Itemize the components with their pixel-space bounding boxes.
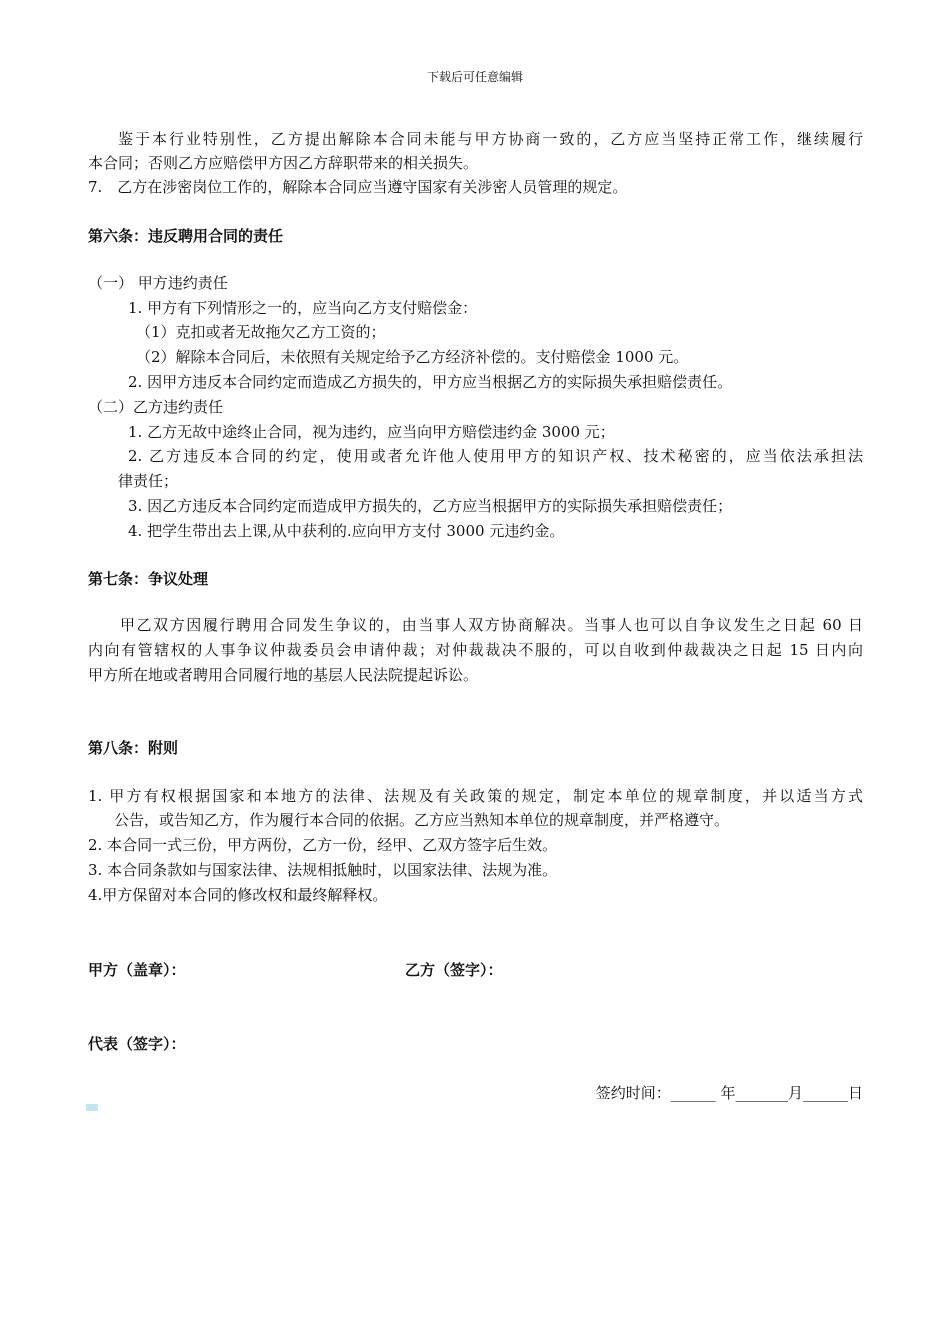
- party-a-seal-label: 甲方（盖章）：: [88, 961, 186, 979]
- article-7-line-3: 甲方所在地或者聘用合同履行地的基层人民法院提起诉讼。: [88, 666, 479, 684]
- article-8-item-1-line-1: 1. 甲方有权根据国家和本地方的法律、法规及有关政策的规定，制定本单位的规章制度，并以适当方式: [88, 787, 863, 805]
- article-6-s2-item-2-line-2: 律责任；: [118, 472, 179, 490]
- intro-paragraph-line-2: 本合同；否则乙方应赔偿甲方因乙方辞职带来的相关损失。: [88, 154, 479, 172]
- signing-date-line: 签约时间：______ 年_______月______日: [595, 1084, 863, 1102]
- article-7-line-1: 甲乙双方因履行聘用合同发生争议的，由当事人双方协商解决。当事人也可以自争议发生之日起 60 日: [120, 616, 863, 634]
- article-6-section-2: （二）乙方违约责任: [88, 398, 224, 416]
- article-8-item-3: 3. 本合同条款如与国家法律、法规相抵触时，以国家法律、法规为准。: [88, 861, 558, 879]
- article-6-s1-item-1b: （2）解除本合同后，未依照有关规定给予乙方经济补偿的。支付赔偿金 1000 元。: [136, 348, 689, 366]
- article-6-s2-item-2-line-1: 2. 乙方违反本合同的约定，使用或者允许他人使用甲方的知识产权、技术秘密的，应当依法承担法: [128, 447, 863, 465]
- article-8-item-1-line-2: 公告，或告知乙方，作为履行本合同的依据。乙方应当熟知本单位的规章制度，并严格遵守。: [114, 811, 730, 829]
- article-6-section-1: （一） 甲方违约责任: [88, 274, 228, 292]
- intro-item-7: 7. 乙方在涉密岗位工作的，解除本合同应当遵守国家有关涉密人员管理的规定。: [88, 178, 628, 196]
- article-6-s1-item-1a: （1）克扣或者无故拖欠乙方工资的；: [136, 323, 386, 341]
- article-6-s1-item-2: 2. 因甲方违反本合同约定而造成乙方损失的，甲方应当根据乙方的实际损失承担赔偿责任。: [128, 373, 733, 391]
- article-8-item-4: 4.甲方保留对本合同的修改权和最终解释权。: [88, 886, 388, 904]
- article-6-s2-item-1: 1. 乙方无故中途终止合同，视为违约，应当向甲方赔偿违约金 3000 元；: [128, 423, 615, 441]
- article-6-s2-item-3: 3. 因乙方违反本合同约定而造成甲方损失的，乙方应当根据甲方的实际损失承担赔偿责任；: [128, 497, 733, 515]
- party-b-signature-label: 乙方（签字）：: [405, 961, 503, 979]
- page-header: 下载后可任意编辑: [426, 70, 523, 84]
- representative-signature-label: 代表（签字）：: [88, 1035, 186, 1053]
- highlight-mark: [86, 1104, 98, 1111]
- intro-paragraph-line-1: 鉴于本行业特别性，乙方提出解除本合同未能与甲方协商一致的，乙方应当坚持正常工作，继续履行: [118, 130, 863, 148]
- article-6-s1-item-1: 1. 甲方有下列情形之一的，应当向乙方支付赔偿金：: [128, 299, 478, 317]
- article-7-title: 第七条：争议处理: [88, 570, 209, 588]
- article-6-s2-item-4: 4. 把学生带出去上课,从中获利的.应向甲方支付 3000 元违约金。: [128, 522, 565, 540]
- article-8-title: 第八条：附则: [88, 739, 179, 757]
- article-8-item-2: 2. 本合同一式三份，甲方两份，乙方一份，经甲、乙双方签字后生效。: [88, 836, 558, 854]
- article-6-title: 第六条：违反聘用合同的责任: [88, 227, 284, 245]
- article-7-line-2: 内向有管辖权的人事争议仲裁委员会申请仲裁；对仲裁裁决不服的，可以自收到仲裁裁决之日起 15 日内向: [88, 641, 863, 659]
